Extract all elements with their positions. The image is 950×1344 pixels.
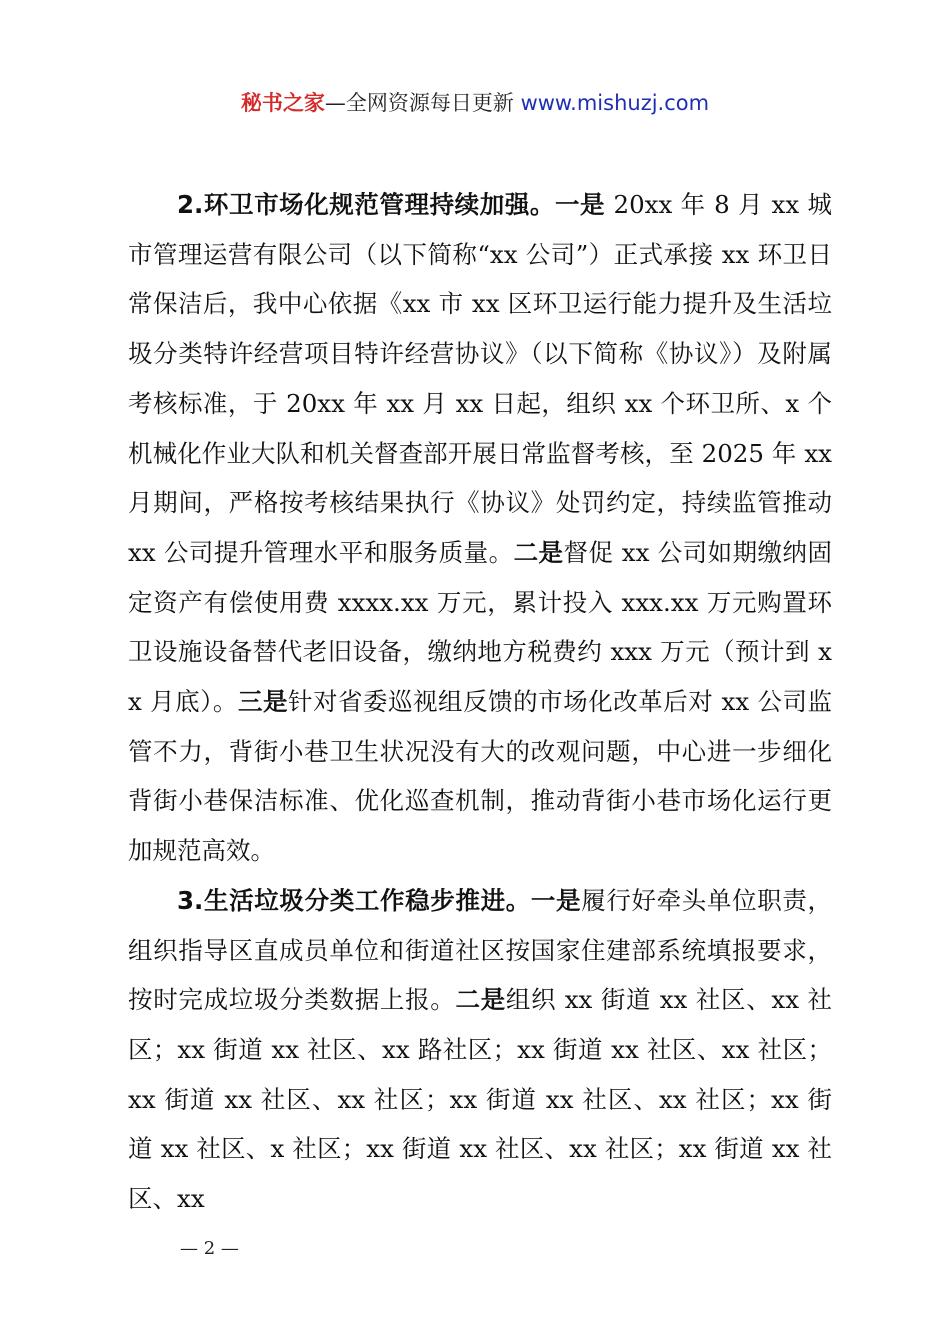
section-heading: 3.生活垃圾分类工作稳步推进。	[177, 885, 531, 915]
point-marker: 一是	[554, 190, 606, 219]
document-body	[128, 180, 832, 1224]
paragraph-text: 20xx 年 8 月 xx 城市管理运营有限公司（以下简称“xx 公司”）正式承接 xx 环卫日常保洁后，我中心依据《xx 市 xx 区环卫运行能力提升及生活垃圾分类特许经营项目特许经营协议》（以下简称《协议》）及附属考核标准，于 20xx 年 xx 月 xx 日起，组织 xx 个环卫所、x 个机械化作业大队和机关督查部开展日常监督考核，至 2025 年 xx 月期间，严格按考核结果执行《协议》处罚约定，持续监管推动 xx 公司提升管理水平和服务质量。	[128, 190, 832, 567]
point-marker: 一是	[530, 885, 582, 915]
paragraph-section-2	[128, 180, 832, 876]
point-marker: 二是	[455, 985, 506, 1015]
page-number: — 2 —	[180, 1238, 239, 1259]
site-slogan: —全网资源每日更新	[324, 91, 521, 115]
site-brand: 秘书之家	[240, 91, 325, 115]
paragraph-section-3	[128, 876, 832, 1224]
point-marker: 三是	[237, 687, 288, 717]
paragraph-text: 履行好牵头单位职责，组织指导区直成员单位和街道社区按国家住建部系统填报要求，按时完成垃圾分类数据上报。	[128, 885, 833, 1015]
section-heading: 2.环卫市场化规范管理持续加强。	[177, 190, 555, 219]
paragraph-text: 组织 xx 街道 xx 社区、xx 社区；xx 街道 xx 社区、xx 路社区；xx 街道 xx 社区、xx 社区；xx 街道 xx 社区、xx 社区；xx 街道 xx 社区、xx 社区；xx 街道 xx 社区、x 社区；xx 街道 xx 社区、xx 社区；xx 街道 xx 社区、xx	[128, 985, 833, 1214]
site-header	[0, 88, 950, 118]
paragraph-text: 针对省委巡视组反馈的市场化改革后对 xx 公司监管不力，背街小巷卫生状况没有大的改观问题，中心进一步细化背街小巷保洁标准、优化巡查机制，推动背街小巷市场化运行更加规范高效。	[128, 687, 832, 866]
paragraph-text: 督促 xx 公司如期缴纳固定资产有偿使用费 xxxx.xx 万元，累计投入 xxx.xx 万元购置环卫设施设备替代老旧设备，缴纳地方税费约 xxx 万元（预计到 xx 月底）。	[128, 537, 833, 717]
point-marker: 二是	[513, 537, 564, 567]
site-url-link[interactable]: www.mishuzj.com	[520, 91, 710, 115]
